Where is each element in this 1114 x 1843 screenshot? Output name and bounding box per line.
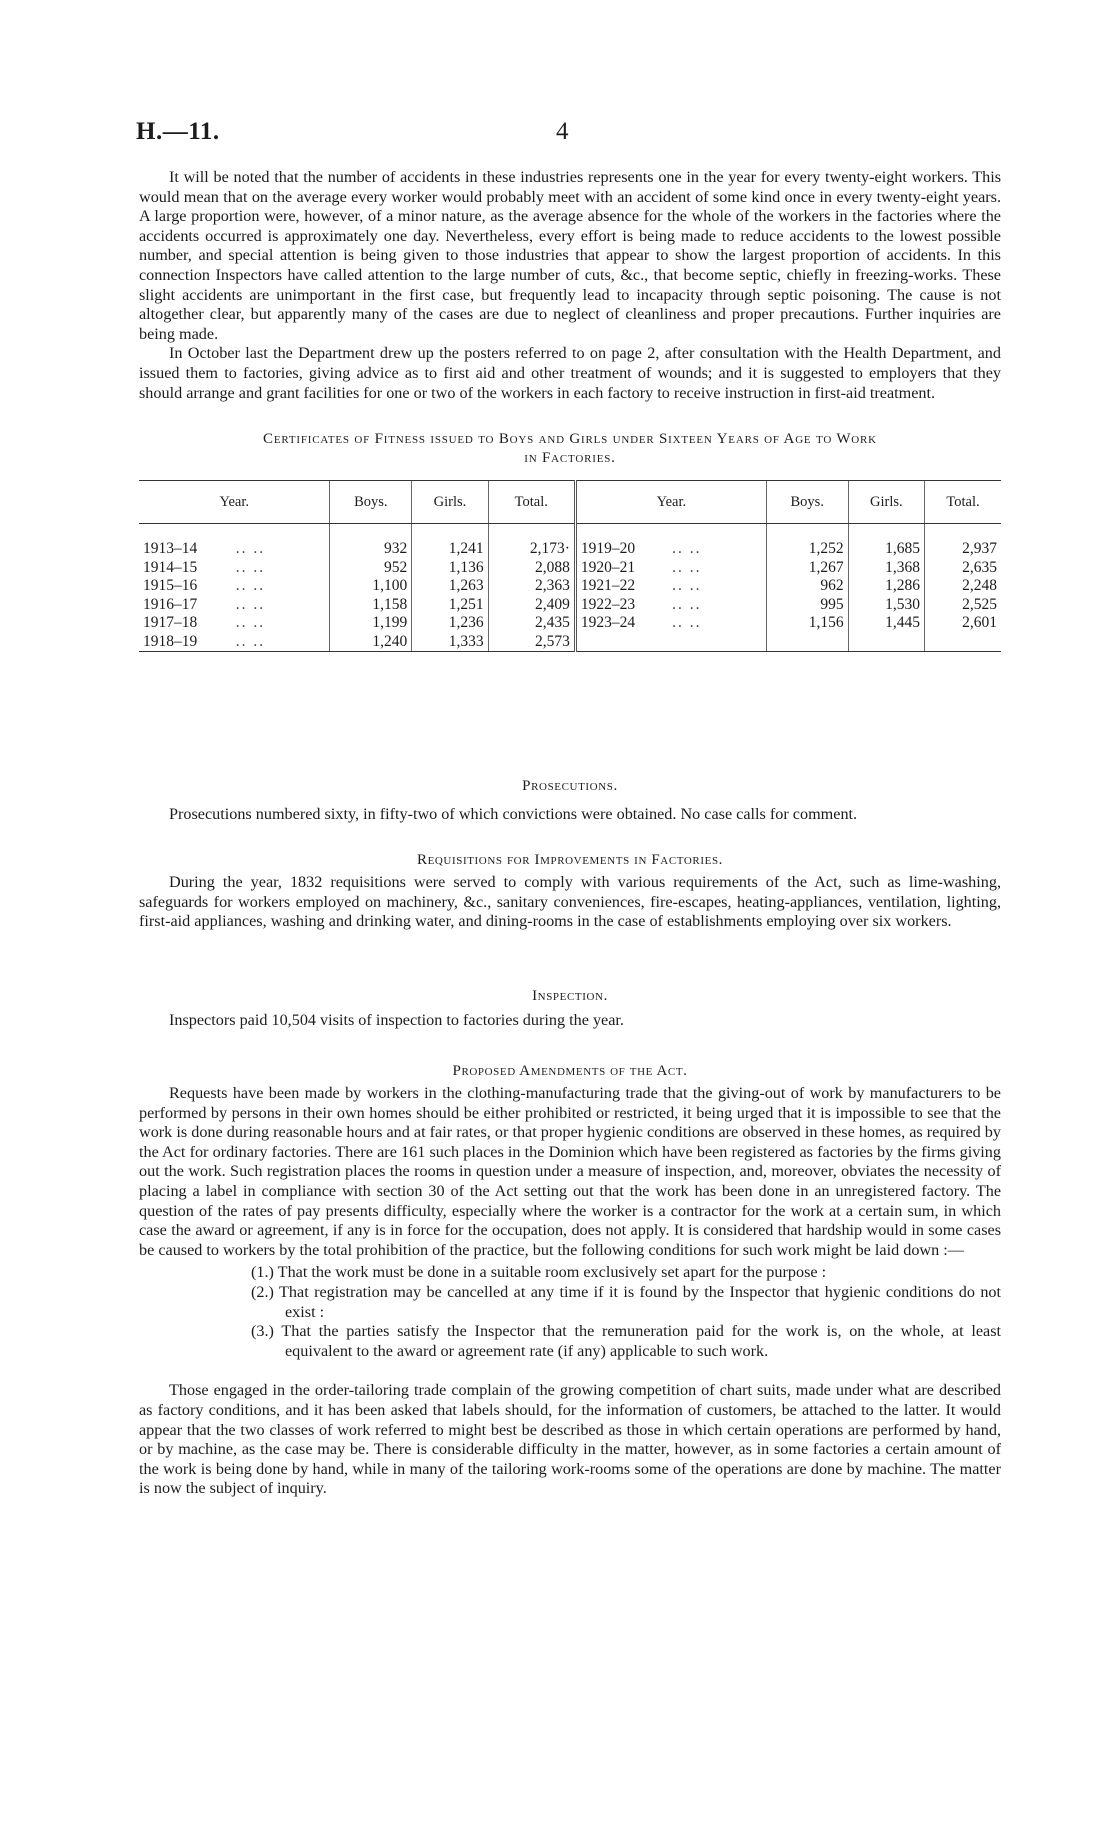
leader-dots: .. ..	[235, 577, 266, 594]
requisitions-text: During the year, 1832 requisitions were served to comply with various requirements of the Act, such as lime-washing, safeguards for workers employed on machinery, &c., sanitary conveniences, fire-escapes, heating-appliances, ventilation, lighting, first-aid appliances, washing and drinking water, and dining-rooms in the case of establishments employing over six workers.	[139, 873, 1001, 931]
leader-dots: .. ..	[672, 614, 702, 631]
header-total-right: Total.	[925, 481, 1001, 524]
boys-cell: 1,158	[330, 596, 412, 615]
intro-section	[139, 168, 1001, 403]
inspection-section	[139, 988, 1001, 1031]
requisitions-section	[139, 852, 1001, 932]
certificates-section	[139, 430, 1001, 652]
girls-cell: 1,251	[412, 596, 488, 615]
condition-item-3: (3.) That the parties satisfy the Inspector that the remuneration paid for the work is, on the whole, at least equivalent to the award or agreement rate (if any) applicable to such work.	[251, 1322, 1001, 1360]
amendments-paragraph-1: Requests have been made by workers in the clothing-manufacturing trade that the giving-out of work by manufacturers to be performed by persons in their own homes should be either prohibited or restricted, it being urged that it is impossible to see that the work is done during reasonable hours and at fair rates, or that proper hygienic conditions are observed in these homes, as required by the Act for ordinary factories. There are 161 such places in the Dominion which have been registered as factories by the firms giving out the work. Such registration places the rooms in question under a measure of inspection, and, moreover, obviates the necessity of placing a label in compliance with section 30 of the Act setting out that the work has been done in an unregistered factory. The question of the rates of pay presents difficulty, especially where the worker is a contractor for the work at a certain sum, in which case the award or agreement, if any is in force for the occupation, does not apply. It is considered that hardship would in some cases be caused to workers by the total prohibition of the practice, but the following conditions for such work might be laid down :—	[139, 1084, 1001, 1259]
table-row	[139, 596, 1001, 615]
prosecutions-heading: Prosecutions.	[522, 778, 618, 794]
leader-dots: .. ..	[235, 558, 266, 576]
boys-cell: 995	[766, 596, 848, 615]
total-cell: 2,573	[488, 633, 575, 652]
amendments-paragraph-2: Those engaged in the order-tailoring trade complain of the growing competition of chart suits, made under what are described as factory conditions, and it has been asked that labels should, for the information of customers, be attached to the latter. It would appear that the two classes of work referred to might best be described as those in which certain operations are performed by hand, or by machine, as the case may be. There is considerable difficulty in the matter, however, as in some factories a certain amount of the work is being done by hand, while in many of the tailoring work-rooms some of the operations are done by machine. The matter is now the subject of inquiry.	[139, 1381, 1001, 1498]
girls-cell: 1,530	[848, 596, 924, 615]
total-cell: 2,525	[925, 596, 1001, 615]
header-girls-right: Girls.	[848, 481, 924, 524]
leader-dots: .. ..	[235, 614, 266, 631]
amendments-heading: Proposed Amendments of the Act.	[452, 1063, 688, 1079]
leader-dots: .. ..	[235, 595, 266, 613]
boys-cell: 952	[330, 559, 412, 578]
year-cell: 1914–15	[143, 558, 198, 576]
table-header-row	[139, 481, 1001, 524]
prosecutions-section	[139, 778, 1001, 825]
total-cell: 2,635	[925, 559, 1001, 578]
boys-cell: 1,199	[330, 614, 412, 633]
inspection-heading: Inspection.	[532, 988, 608, 1004]
year-cell: 1916–17	[143, 595, 198, 613]
boys-cell: 1,267	[766, 559, 848, 578]
leader-dots: .. ..	[235, 540, 266, 557]
boys-cell: 1,100	[330, 577, 412, 596]
table-row	[139, 524, 1001, 559]
boys-cell: 1,156	[766, 614, 848, 633]
inspection-text: Inspectors paid 10,504 visits of inspection to factories during the year.	[169, 1011, 624, 1029]
total-cell: 2,173·	[488, 524, 575, 559]
document-reference: H.—11.	[136, 118, 220, 145]
total-cell: 2,937	[925, 524, 1001, 559]
header-boys-left: Boys.	[330, 481, 412, 524]
girls-cell: 1,333	[412, 633, 488, 652]
table-row	[139, 633, 1001, 652]
leader-dots: .. ..	[672, 558, 702, 576]
table-row	[139, 577, 1001, 596]
empty-cell	[848, 633, 924, 652]
header-boys-right: Boys.	[766, 481, 848, 524]
year-cell: 1920–21	[575, 559, 668, 578]
total-cell: 2,088	[488, 559, 575, 578]
girls-cell: 1,241	[412, 524, 488, 559]
empty-cell	[766, 633, 848, 652]
total-cell: 2,248	[925, 577, 1001, 596]
girls-cell: 1,263	[412, 577, 488, 596]
year-cell: 1919–20	[575, 524, 668, 559]
leader-dots: .. ..	[672, 540, 702, 557]
girls-cell: 1,685	[848, 524, 924, 559]
total-cell: 2,601	[925, 614, 1001, 633]
table-title-line1: Certificates of Fitness issued to Boys and Girls under Sixteen Years of Age to Work	[263, 431, 877, 447]
year-cell: 1918–19	[139, 633, 232, 652]
certificates-table	[139, 480, 1001, 652]
total-cell: 2,435	[488, 614, 575, 633]
header-girls-left: Girls.	[412, 481, 488, 524]
condition-item-2: (2.) That registration may be cancelled at any time if it is found by the Inspector that hygienic conditions do not exist :	[251, 1282, 1001, 1321]
year-cell: 1913–14	[143, 540, 198, 557]
leader-dots: .. ..	[232, 633, 330, 652]
total-cell: 2,409	[488, 596, 575, 615]
empty-cell	[925, 633, 1001, 652]
table-title-line2: in Factories.	[524, 450, 616, 466]
year-cell: 1923–24	[575, 614, 668, 633]
girls-cell: 1,236	[412, 614, 488, 633]
prosecutions-text: Prosecutions numbered sixty, in fifty-two of which convictions were obtained. No case calls for comment.	[169, 805, 858, 823]
boys-cell: 1,240	[330, 633, 412, 652]
amendments-section	[139, 1063, 1001, 1499]
empty-cell	[575, 633, 668, 652]
girls-cell: 1,136	[412, 559, 488, 578]
year-cell: 1915–16	[143, 577, 198, 594]
girls-cell: 1,286	[848, 577, 924, 596]
header-year-left: Year.	[139, 481, 330, 524]
paragraph-posters: In October last the Department drew up the posters referred to on page 2, after consultation with the Health Department, and issued them to factories, giving advice as to first aid and other treatment of wounds; and it is suggested to employers that they should arrange and grant facilities for one or two of the workers in each factory to receive instruction in first-aid treatment.	[139, 344, 1001, 402]
table-row	[139, 559, 1001, 578]
page-number: 4	[556, 118, 569, 145]
total-cell: 2,363	[488, 577, 575, 596]
table-row	[139, 614, 1001, 633]
header-year-right: Year.	[575, 481, 766, 524]
condition-item-1: (1.) That the work must be done in a suitable room exclusively set apart for the purpose :	[251, 1263, 827, 1282]
header-total-left: Total.	[488, 481, 575, 524]
empty-cell	[668, 633, 766, 652]
girls-cell: 1,445	[848, 614, 924, 633]
leader-dots: .. ..	[672, 577, 702, 594]
year-cell: 1921–22	[575, 577, 668, 596]
girls-cell: 1,368	[848, 559, 924, 578]
boys-cell: 932	[330, 524, 412, 559]
boys-cell: 1,252	[766, 524, 848, 559]
leader-dots: .. ..	[672, 595, 702, 613]
paragraph-accidents: It will be noted that the number of accidents in these industries represents one in the year for every twenty-eight workers. This would mean that on the average every worker would probably meet with an accident of some kind once in every twenty-eight years. A large proportion were, however, of a minor nature, as the average absence for the whole of the workers in the factories where the accidents occurred is approximately one day. Nevertheless, every effort is being made to reduce accidents to the lowest possible number, and special attention is being given to those industries that appear to show the largest proportion of accidents. In this connection Inspectors have called attention to the large number of cuts, &c., that become septic, chiefly in freezing-works. These slight accidents are unimportant in the first case, but frequently lead to incapacity through septic poisoning. The cause is not altogether clear, but apparently many of the cases are due to neglect of cleanliness and proper precautions. Further inquiries are being made.	[139, 168, 1001, 343]
year-cell: 1922–23	[575, 596, 668, 615]
year-cell: 1917–18	[143, 614, 198, 631]
boys-cell: 962	[766, 577, 848, 596]
requisitions-heading: Requisitions for Improvements in Factories.	[416, 852, 724, 868]
